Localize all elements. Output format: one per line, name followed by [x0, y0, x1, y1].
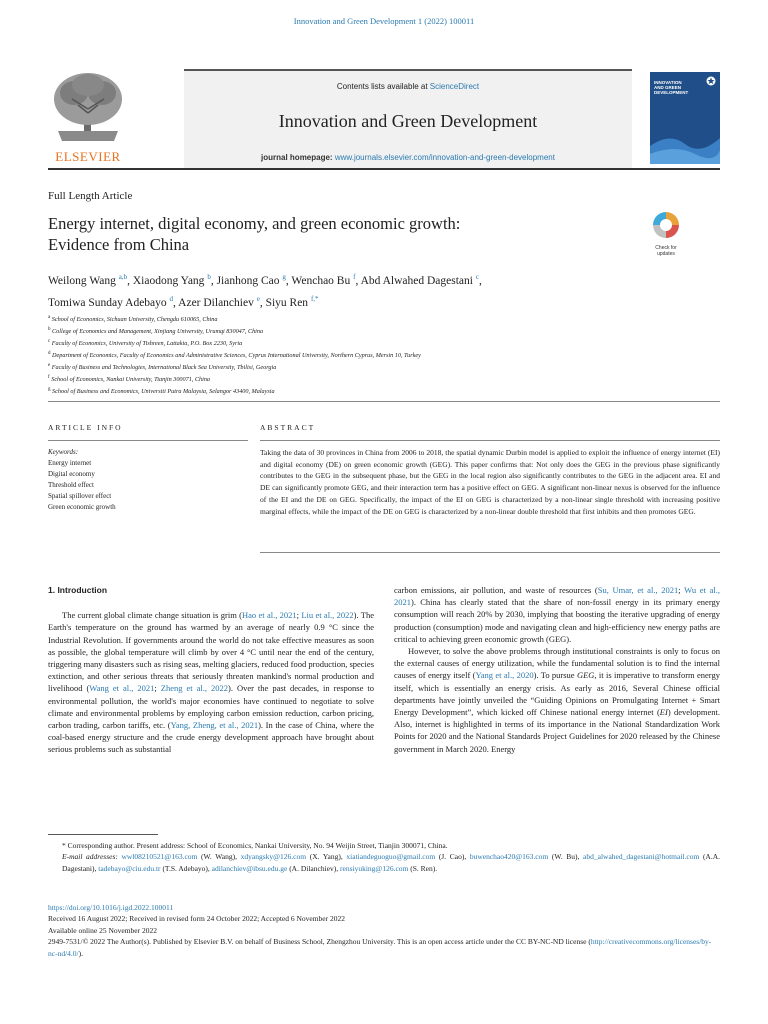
section-heading: 1. Introduction	[48, 585, 108, 595]
keyword: Threshold effect	[48, 481, 94, 489]
cover-title	[654, 80, 688, 95]
affiliations	[48, 313, 728, 397]
cover-star-icon	[706, 76, 716, 86]
cover-line: INNOVATION	[654, 80, 682, 85]
footnote-rule	[48, 834, 158, 835]
elsevier-tree-icon	[48, 69, 128, 149]
section-rule	[48, 401, 720, 402]
received-dates: Received 16 August 2022; Received in revised form 24 October 2022; Accepted 6 November 2022	[48, 914, 346, 924]
email-link[interactable]: wwl08210521@163.com	[121, 852, 198, 862]
check-updates-label	[648, 245, 684, 257]
cover-graphic-icon	[650, 124, 720, 164]
citation-link[interactable]: Yang et al., 2020	[475, 670, 534, 681]
check-updates-line: updates	[657, 251, 675, 257]
email-link[interactable]: buwenchao420@163.com	[469, 852, 549, 862]
publication-info	[48, 902, 720, 959]
author[interactable]: Tomiwa Sunday Adebayo $^d$	[48, 294, 174, 309]
article-type: Full Length Article	[48, 190, 133, 202]
keyword: Green economic growth	[48, 503, 116, 511]
keywords-block	[48, 447, 248, 513]
abstract-heading: ABSTRACT	[260, 423, 316, 432]
body-paragraph: carbon emissions, air pollution, and waste of resources (Su, Umar, et al., 2021; Wu et al., 2021). China has clearly stated that the share of non-fossil energy in its primary energy consumption will reach 20% by 2030, implying that boosting the iterative upgrading of energy production (consumption) mode and navigating clean and high-efficiency new energy paths are critical to achieving green economic growth (GEG).	[394, 585, 721, 644]
cover-line: DEVELOPMENT	[654, 90, 689, 95]
author[interactable]: Wenchao Bu $^f$	[291, 273, 356, 287]
email-link[interactable]: rensiyuking@126.com	[340, 863, 409, 873]
author[interactable]: Siyu Ren $^{f,*}$	[265, 294, 319, 309]
available-date: Available online 25 November 2022	[48, 925, 157, 935]
masthead-center	[184, 69, 632, 169]
affiliation: $^f$ School of Economics, Nankai University, Tianjin 300071, China	[48, 375, 211, 384]
affiliation: $^c$ Faculty of Economics, University of Tishreen, Lattakia, P.O. Box 2230, Syria	[48, 339, 243, 348]
cover-line: AND GREEN	[654, 85, 682, 90]
citation-link[interactable]: Hao et al., 2021	[242, 610, 297, 621]
doi-link[interactable]: https://doi.org/10.1016/j.igd.2022.100011	[48, 903, 174, 912]
footnote	[48, 840, 720, 874]
contents-line	[184, 82, 632, 91]
keywords-label: Keywords:	[48, 448, 79, 456]
keyword: Digital economy	[48, 470, 95, 478]
citation-link[interactable]: Wang et al., 2021	[89, 683, 155, 694]
email-link[interactable]: abd_alwahed_dagestani@hotmail.com	[583, 852, 700, 862]
citation-link[interactable]: Zheng et al., 2022	[160, 683, 228, 694]
contents-prefix: Contents lists available at	[336, 82, 430, 91]
body-column-left	[48, 584, 374, 756]
author[interactable]: Jianhong Cao $^g$	[216, 273, 286, 287]
article-info-rule	[48, 440, 248, 441]
license-text: 2949-7531/© 2022 The Author(s). Published by Elsevier B.V. on behalf of Business School, Zhengzhou University. This is an open access article under the CC BY-NC-ND license (http://creativecommons.org/licenses/by-nc-nd/4.0/).	[48, 937, 712, 958]
author[interactable]: Xiaodong Yang $^b$	[132, 273, 211, 287]
journal-masthead	[48, 69, 720, 167]
email-link[interactable]: xiatiandeguoguo@gmail.com	[346, 852, 436, 862]
running-head: Innovation and Green Development 1 (2022) 100011	[293, 16, 475, 26]
article-title	[48, 213, 608, 255]
abstract-bottom-rule	[260, 552, 720, 553]
email-link[interactable]: xdyangsky@126.com	[240, 852, 307, 862]
masthead-rule	[48, 168, 720, 170]
sciencedirect-link[interactable]: ScienceDirect	[429, 82, 480, 91]
publisher-name: ELSEVIER	[55, 149, 121, 164]
affiliation: $^e$ Faculty of Business and Technologies, International Black Sea University, Tbilisi, Georgia	[48, 363, 277, 372]
article-info-heading: ARTICLE INFO	[48, 423, 123, 432]
license-link[interactable]: http://creativecommons.org/licenses/by-nc-nd/4.0/	[48, 937, 712, 958]
affiliation: $^b$ College of Economics and Management, Xinjiang University, Urumqi 830047, China	[48, 327, 264, 336]
journal-title: Innovation and Green Development	[278, 111, 538, 131]
keyword: Spatial spillover effect	[48, 492, 112, 500]
keyword: Energy internet	[48, 459, 92, 467]
abstract-text: Taking the data of 30 provinces in China from 2006 to 2018, the spatial dynamic Durbin model is applied to exploit the influence of energy internet (EI) and digital economy (DE) on green economic growth (GEG). This paper confirms that: Not only does the GEG in the previous phase significantly contributes to the GEG in the subsequent phase, but the GEG in the local region also significantly contributes to the GEG in the adjacent area. EI and DE can significantly promote GEG, and their interaction term has a positive effect on GEG. A significant non-linear nexus is observed for the influence of the EI and the DE on GEG. Specifically, the impact of the EI on GEG is characterized by a non-linear single threshold with increasing positive marginal effects, while the impact of the DE on GEG is characterized by a non-linear double threshold that first inhibits and then promotes GEG.	[260, 448, 720, 516]
author[interactable]: Weilong Wang $^{a,b}$	[48, 273, 128, 287]
homepage-link[interactable]: www.journals.elsevier.com/innovation-and-green-development	[334, 153, 555, 162]
abstract-rule	[260, 440, 720, 441]
corresponding-author-note: * Corresponding author. Present address: School of Economics, Nankai University, No. 94 Weijin Street, Tianjin 300071, China.	[62, 841, 448, 850]
citation-link[interactable]: Su, Umar, et al., 2021	[597, 585, 679, 595]
affiliation: $^g$ School of Business and Economics, Universiti Putra Malaysia, Selangor 43400, Malaysia	[48, 387, 275, 396]
journal-homepage	[184, 153, 632, 162]
citation-link[interactable]: Wu et al., 2021	[394, 585, 721, 608]
author[interactable]: Azer Dilanchiev $^e$	[178, 294, 260, 309]
check-for-updates-button[interactable]	[648, 210, 684, 257]
author-list: Weilong Wang $^{a,b}$, Xiaodong Yang $^b$, Jianhong Cao $^g$, Wenchao Bu $^f$, Abd Alwahed Dagestani $^c$, Tomiwa Sunday Adebayo $^d$, Azer Dilanchiev $^e$, Siyu Ren $^{f,*}$	[48, 273, 482, 309]
check-updates-icon	[648, 210, 684, 240]
citation-link[interactable]: Liu et al., 2022	[301, 610, 354, 621]
email-link[interactable]: tadebayo@ciu.edu.tr	[98, 863, 161, 873]
body-paragraph: The current global climate change situation is grim (Hao et al., 2021; Liu et al., 2022). The Earth's temperature on the ground has warmed by an average of nearly 0.9 °C since the Industrial Revolution. If governments around the world do not take effective measures as soon as possible, the global temperature will climb by over 4 °C until near the end of the century, triggering many disasters such as rising seas, melting glaciers, reduced food production, species extinction, and other serious threats that seriously threaten mankind's normal production and livelihood (Wang et al., 2021; Zheng et al., 2022). Over the past decades, in response to environmental pollution, the world's major economies have continued to negotiate to solve climate and environmental problems by employing carbon emission reduction, carbon pricing, carbon trading, carbon tariffs, etc. (Yang, Zheng, et al., 2021). In the case of China, where the coal-based energy structure and the crude energy development approach have brought about serious problems such as substantial	[48, 610, 375, 755]
elsevier-logo	[48, 69, 128, 167]
affiliation: $^d$ Department of Economics, Faculty of Economics and Administrative Sciences, Cyprus International University, Northern Cyprus, Mersin 10, Turkey	[48, 351, 421, 360]
body-paragraph: However, to solve the above problems through institutional constraints is only to focus on the external causes of energy utilization, while the fundamental solution is to find the internal causes of energy itself (Yang et al., 2020). To pursue GEG, it is imperative to transform energy itself, which is essentially an energy crisis. As early as 2016, Several Chinese official departments have jointly unveiled the “Guiding Opinions on Promulgating Internet + Smart Energy Development”, which kicked off Chinese national energy internet (EI) development. Also, internet is highlighted in terms of its importance in the National Standardization Work Points for 2020 and the National Standards Project Guidelines for 2020 released by the Chinese government in March 2020. Energy	[394, 646, 721, 754]
homepage-label: journal homepage:	[261, 153, 333, 162]
title-line: Energy internet, digital economy, and green economic growth:	[48, 214, 461, 233]
journal-cover-image[interactable]	[650, 72, 720, 164]
author[interactable]: Abd Alwahed Dagestani $^c$	[360, 273, 479, 287]
check-updates-line: Check for	[655, 245, 677, 251]
affiliation: $^a$ School of Economics, Sichuan University, Chengdu 610065, China	[48, 315, 218, 324]
email-addresses: E-mail addresses: wwl08210521@163.com (W. Wang), xdyangsky@126.com (X. Yang), xiatiandeguoguo@gmail.com (J. Cao), buwenchao420@163.com (W. Bu), abd_alwahed_dagestani@hotmail.com (A.A. Dagestani), tadebayo@ciu.edu.tr (T.S. Adebayo), adilanchiev@ibsu.edu.ge (A. Dilanchiev), rensiyuking@126.com (S. Ren).	[62, 852, 721, 873]
title-line: Evidence from China	[48, 235, 190, 254]
email-link[interactable]: adilanchiev@ibsu.edu.ge	[211, 863, 288, 873]
body-column-right	[394, 584, 720, 755]
citation-link[interactable]: Yang, Zheng, et al., 2021	[170, 720, 259, 731]
